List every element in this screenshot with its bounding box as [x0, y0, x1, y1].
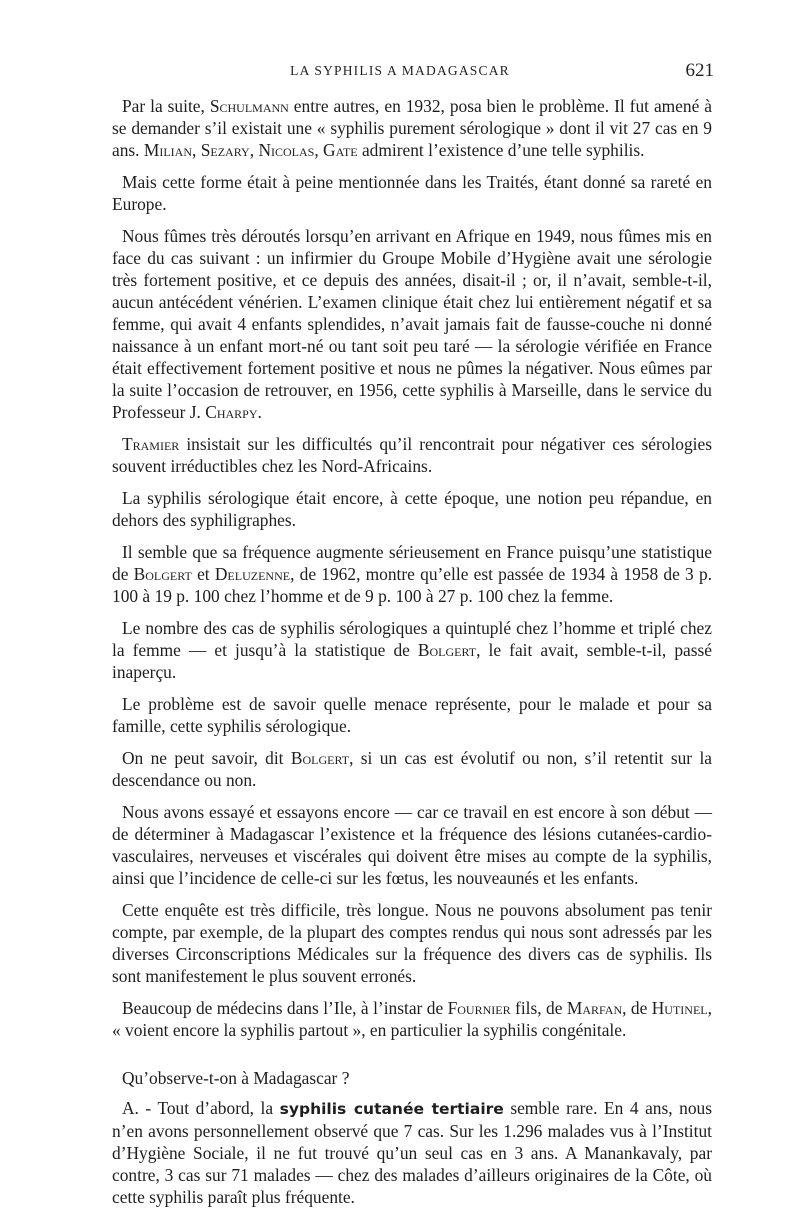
paragraph: [112, 487, 712, 531]
text-run: Qu’observe-t-on à Madagascar ?: [122, 1068, 350, 1088]
paragraph: [112, 997, 712, 1041]
author-name: Bolgert: [290, 748, 350, 768]
text-run: insistait sur les difficultés qu’il rencontrait pour négativer ces sérologies souvent irréductibles chez les Nord-Africains.: [112, 434, 712, 476]
text-run: , de: [622, 998, 652, 1018]
text-run: Nous avons essayé et essayons encore — car ce travail en est encore à son début — de déterminer à Madagascar l’existence et la fréquence des lésions cutanées-cardio-vasculaires, nerveuses et viscérales qui doivent être mises au compte de la syphilis, ainsi que l’incidence de celle-ci sur les fœtus, les nouveaunés et les enfants.: [112, 802, 712, 888]
running-title: LA SYPHILIS A MADAGASCAR: [290, 63, 510, 78]
paragraph: [112, 171, 712, 215]
text-run: ,: [249, 140, 259, 160]
text-run: Cette enquête est très difficile, très longue. Nous ne pouvons absolument pas tenir compte, par exemple, de la plupart des comptes rendus qui nous sont adressés par les diverses Circonscriptions Médicales sur la fréquence des divers cas de syphilis. Ils sont manifestement le plus souvent erronés.: [112, 900, 712, 986]
author-name: Bolgert: [417, 640, 477, 660]
author-name: Hutinel: [651, 998, 708, 1018]
paragraph: [112, 95, 712, 161]
text-run: , si un cas est évolutif ou non, s’il retentit sur la descendance ou non.: [112, 748, 712, 790]
author-name: Tramier: [122, 434, 180, 454]
text-run: admirent l’existence d’une telle syphilis.: [357, 140, 645, 160]
text-run: fils, de: [510, 998, 567, 1018]
text-run: On ne peut savoir, dit: [122, 748, 291, 768]
text-run: La syphilis sérologique était encore, à cette époque, une notion peu répandue, en dehors des syphiligraphes.: [112, 488, 712, 530]
text-run: , le fait avait, semble-t-il, passé inaperçu.: [112, 640, 712, 682]
paragraph: [112, 225, 712, 423]
paragraph: [112, 1067, 712, 1089]
text-run: , de 1962, montre qu’elle est passée de 1934 à 1958 de 3 p. 100 à 19 p. 100 chez l’homme et de 9 p. 100 à 27 p. 100 chez la femme.: [112, 564, 712, 606]
text-run: , « voient encore la syphilis partout », en particulier la syphilis congénitale.: [112, 998, 712, 1040]
body-text: [112, 95, 712, 1218]
paragraph: [112, 1097, 712, 1208]
paragraph: [112, 747, 712, 791]
paragraph: [112, 899, 712, 987]
paragraph: [112, 801, 712, 889]
paragraph: [112, 433, 712, 477]
text-run: entre autres, en 1932, posa bien le problème. Il fut amené à se demander s’il existait une « syphilis purement sérologique » dont il vit 27 cas en 9 ans.: [112, 96, 713, 160]
author-name: Fournier: [447, 998, 511, 1018]
author-name: Sezary: [200, 140, 250, 160]
text-run: Le problème est de savoir quelle menace représente, pour le malade et pour sa famille, cette syphilis sérologique.: [112, 694, 712, 736]
paragraph: [112, 541, 712, 607]
author-name: Bolgert: [133, 564, 192, 584]
text-run: .: [257, 402, 262, 422]
text-run: Nous fûmes très déroutés lorsqu’en arrivant en Afrique en 1949, nous fûmes mis en face du cas suivant : un infirmier du Groupe Mobile d’Hygiène avait une sérologie très fortement positive, et ce depuis des années, disait-il ; or, il n’avait, semble-t-il, aucun antécédent vénérien. L’examen clinique était chez lui entièrement négatif et sa femme, qui avait 4 enfants splendides, n’avait jamais fait de fausse-couche ni donné naissance à un enfant mort-né ou tant soit peu taré — la sérologie vérifiée en France était effectivement fortement positive et nous ne pûmes la négativer. Nous eûmes par la suite l’occasion de retrouver, en 1956, cette syphilis à Marseille, dans le service du Professeur J.: [112, 226, 712, 422]
author-name: Gate: [323, 140, 358, 160]
text-run: Mais cette forme était à peine mentionnée dans les Traités, étant donné sa rareté en Europe.: [112, 172, 712, 214]
text-run: semble rare. En 4 ans, nous n’en avons personnellement observé que 7 cas. Sur les 1.296 malades vus à l’Institut d’Hygiène Sociale, il ne fut trouvé qu’un seul cas en 3 ans. A Manankavaly, par contre, 3 cas sur 71 malades — chez des malades d’ailleurs originaires de la Côte, où cette syphilis paraît plus fréquente.: [112, 1098, 712, 1207]
author-name: Schulmann: [209, 96, 289, 116]
paragraph: [112, 617, 712, 683]
paragraph: [112, 693, 712, 737]
text-run: Le nombre des cas de syphilis sérologiques a quintuplé chez l’homme et triplé chez la femme — et jusqu’à la statistique de: [112, 618, 712, 660]
text-run: Beaucoup de médecins dans l’Ile, à l’instar de: [122, 998, 448, 1018]
text-run: ,: [192, 140, 201, 160]
text-run: Par la suite,: [122, 96, 210, 116]
author-name: Milian: [143, 140, 193, 160]
text-run: et: [191, 564, 215, 584]
emphasized-term: syphilis cutanée tertiaire: [279, 1100, 504, 1118]
author-name: Nicolas: [258, 140, 315, 160]
author-name: Charpy: [205, 402, 258, 422]
page-header: [0, 60, 800, 85]
page-number: 621: [685, 60, 714, 81]
text-run: ,: [314, 140, 324, 160]
author-name: Marfan: [566, 998, 623, 1018]
text-run: A. - Tout d’abord, la: [122, 1098, 280, 1118]
text-run: Il semble que sa fréquence augmente sérieusement en France puisqu’une statistique de: [112, 542, 712, 584]
author-name: Deluzenne: [214, 564, 291, 584]
